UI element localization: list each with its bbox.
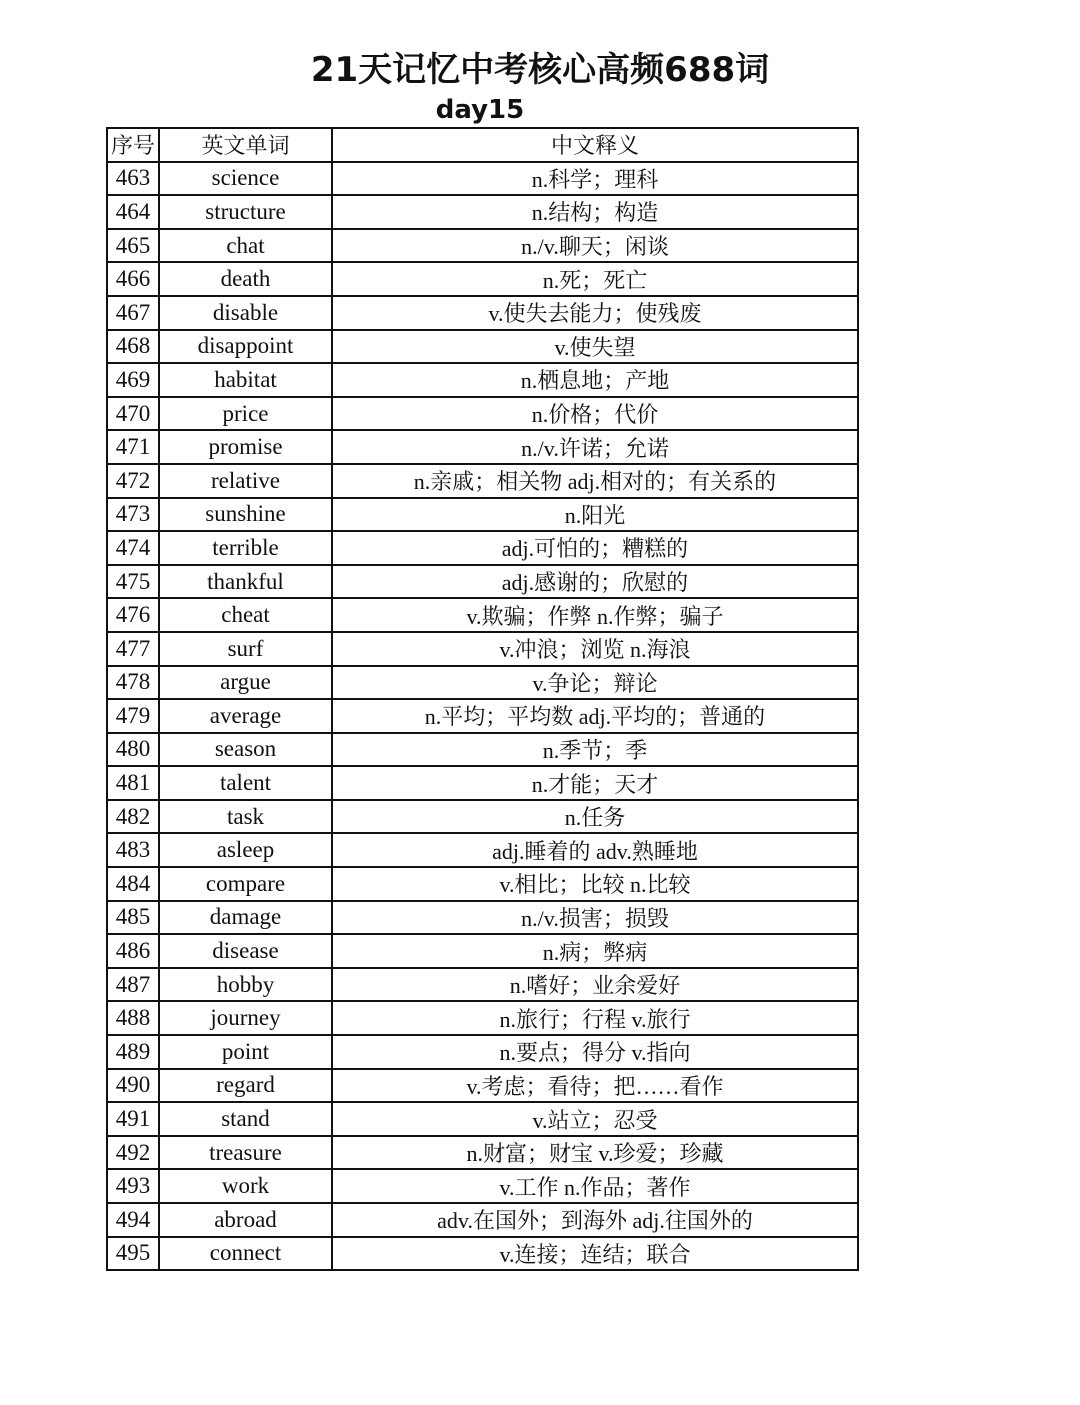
row-word: thankful [159, 565, 332, 599]
page-title: 21天记忆中考核心高频688词 [310, 50, 770, 90]
row-meaning: n.亲戚；相关物 adj.相对的；有关系的 [332, 464, 858, 498]
row-number: 473 [107, 498, 159, 532]
row-meaning: n.任务 [332, 800, 858, 834]
table-row [107, 262, 858, 296]
table-row [107, 296, 858, 330]
row-meaning: n.才能；天才 [332, 766, 858, 800]
row-number: 487 [107, 968, 159, 1002]
table-row [107, 1102, 858, 1136]
table-row [107, 833, 858, 867]
table-row [107, 733, 858, 767]
row-meaning: n.科学；理科 [332, 162, 858, 196]
header-meaning: 中文释义 [332, 128, 858, 162]
row-word: terrible [159, 531, 332, 565]
row-number: 477 [107, 632, 159, 666]
row-number: 474 [107, 531, 159, 565]
table-row [107, 531, 858, 565]
row-word: connect [159, 1237, 332, 1271]
table-row [107, 867, 858, 901]
row-number: 479 [107, 699, 159, 733]
row-number: 472 [107, 464, 159, 498]
row-meaning: v.工作 n.作品；著作 [332, 1169, 858, 1203]
row-number: 492 [107, 1136, 159, 1170]
row-number: 464 [107, 195, 159, 229]
table-row [107, 1203, 858, 1237]
row-number: 476 [107, 598, 159, 632]
row-word: chat [159, 229, 332, 263]
table-row [107, 598, 858, 632]
row-meaning: adj.可怕的；糟糕的 [332, 531, 858, 565]
row-number: 463 [107, 162, 159, 196]
row-word: disease [159, 934, 332, 968]
table-row [107, 901, 858, 935]
row-number: 465 [107, 229, 159, 263]
table-row [107, 498, 858, 532]
table-row [107, 934, 858, 968]
row-number: 480 [107, 733, 159, 767]
row-word: abroad [159, 1203, 332, 1237]
table-header-row [107, 128, 858, 162]
row-meaning: n.价格；代价 [332, 397, 858, 431]
row-word: task [159, 800, 332, 834]
row-number: 467 [107, 296, 159, 330]
table-row [107, 162, 858, 196]
table-row [107, 565, 858, 599]
row-number: 466 [107, 262, 159, 296]
row-word: talent [159, 766, 332, 800]
row-word: disable [159, 296, 332, 330]
row-number: 485 [107, 901, 159, 935]
row-meaning: v.连接；连结；联合 [332, 1237, 858, 1271]
row-meaning: adj.睡着的 adv.熟睡地 [332, 833, 858, 867]
row-meaning: n./v.聊天；闲谈 [332, 229, 858, 263]
row-word: stand [159, 1102, 332, 1136]
row-meaning: n.阳光 [332, 498, 858, 532]
table-row [107, 330, 858, 364]
vocabulary-table [106, 127, 859, 1271]
row-number: 486 [107, 934, 159, 968]
table-row [107, 195, 858, 229]
row-word: argue [159, 666, 332, 700]
row-number: 482 [107, 800, 159, 834]
row-meaning: n.栖息地；产地 [332, 363, 858, 397]
table-row [107, 397, 858, 431]
row-meaning: n.平均；平均数 adj.平均的；普通的 [332, 699, 858, 733]
row-word: hobby [159, 968, 332, 1002]
row-number: 490 [107, 1069, 159, 1103]
table-row [107, 430, 858, 464]
table-row [107, 632, 858, 666]
table-row [107, 968, 858, 1002]
row-word: asleep [159, 833, 332, 867]
row-word: average [159, 699, 332, 733]
row-number: 483 [107, 833, 159, 867]
table-row [107, 1001, 858, 1035]
table-row [107, 1237, 858, 1271]
row-meaning: v.考虑；看待；把……看作 [332, 1069, 858, 1103]
row-word: treasure [159, 1136, 332, 1170]
header-word: 英文单词 [159, 128, 332, 162]
row-word: compare [159, 867, 332, 901]
row-meaning: v.冲浪；浏览 n.海浪 [332, 632, 858, 666]
row-word: regard [159, 1069, 332, 1103]
table-row [107, 766, 858, 800]
row-word: relative [159, 464, 332, 498]
row-word: damage [159, 901, 332, 935]
row-word: disappoint [159, 330, 332, 364]
row-number: 495 [107, 1237, 159, 1271]
row-number: 489 [107, 1035, 159, 1069]
row-meaning: n./v.损害；损毁 [332, 901, 858, 935]
row-meaning: n.季节；季 [332, 733, 858, 767]
row-word: surf [159, 632, 332, 666]
row-meaning: v.相比；比较 n.比较 [332, 867, 858, 901]
row-word: journey [159, 1001, 332, 1035]
row-word: work [159, 1169, 332, 1203]
row-word: season [159, 733, 332, 767]
row-number: 493 [107, 1169, 159, 1203]
row-meaning: v.使失望 [332, 330, 858, 364]
row-number: 494 [107, 1203, 159, 1237]
row-word: habitat [159, 363, 332, 397]
table-row [107, 699, 858, 733]
table-row [107, 229, 858, 263]
row-number: 468 [107, 330, 159, 364]
table-row [107, 1169, 858, 1203]
row-word: point [159, 1035, 332, 1069]
row-meaning: n.要点；得分 v.指向 [332, 1035, 858, 1069]
row-word: structure [159, 195, 332, 229]
row-number: 491 [107, 1102, 159, 1136]
table-row [107, 363, 858, 397]
row-number: 470 [107, 397, 159, 431]
row-number: 488 [107, 1001, 159, 1035]
row-meaning: n.结构；构造 [332, 195, 858, 229]
table-row [107, 464, 858, 498]
row-meaning: n.死；死亡 [332, 262, 858, 296]
row-word: death [159, 262, 332, 296]
row-meaning: adv.在国外；到海外 adj.往国外的 [332, 1203, 858, 1237]
table-row [107, 1069, 858, 1103]
row-meaning: adj.感谢的；欣慰的 [332, 565, 858, 599]
table-row [107, 1035, 858, 1069]
table-body [107, 162, 858, 1271]
row-number: 484 [107, 867, 159, 901]
row-meaning: n.财富；财宝 v.珍爱；珍藏 [332, 1136, 858, 1170]
header-number: 序号 [107, 128, 159, 162]
day-subtitle: day15 [435, 95, 525, 125]
row-meaning: v.使失去能力；使残废 [332, 296, 858, 330]
row-meaning: n.旅行；行程 v.旅行 [332, 1001, 858, 1035]
row-word: science [159, 162, 332, 196]
row-meaning: n.嗜好；业余爱好 [332, 968, 858, 1002]
row-number: 475 [107, 565, 159, 599]
table-row [107, 1136, 858, 1170]
row-meaning: v.争论；辩论 [332, 666, 858, 700]
row-meaning: n.病；弊病 [332, 934, 858, 968]
row-meaning: v.欺骗；作弊 n.作弊；骗子 [332, 598, 858, 632]
row-word: cheat [159, 598, 332, 632]
row-number: 481 [107, 766, 159, 800]
row-number: 469 [107, 363, 159, 397]
row-number: 471 [107, 430, 159, 464]
row-meaning: n./v.许诺；允诺 [332, 430, 858, 464]
table-row [107, 666, 858, 700]
row-word: price [159, 397, 332, 431]
table-row [107, 800, 858, 834]
row-number: 478 [107, 666, 159, 700]
row-word: sunshine [159, 498, 332, 532]
row-meaning: v.站立；忍受 [332, 1102, 858, 1136]
row-word: promise [159, 430, 332, 464]
